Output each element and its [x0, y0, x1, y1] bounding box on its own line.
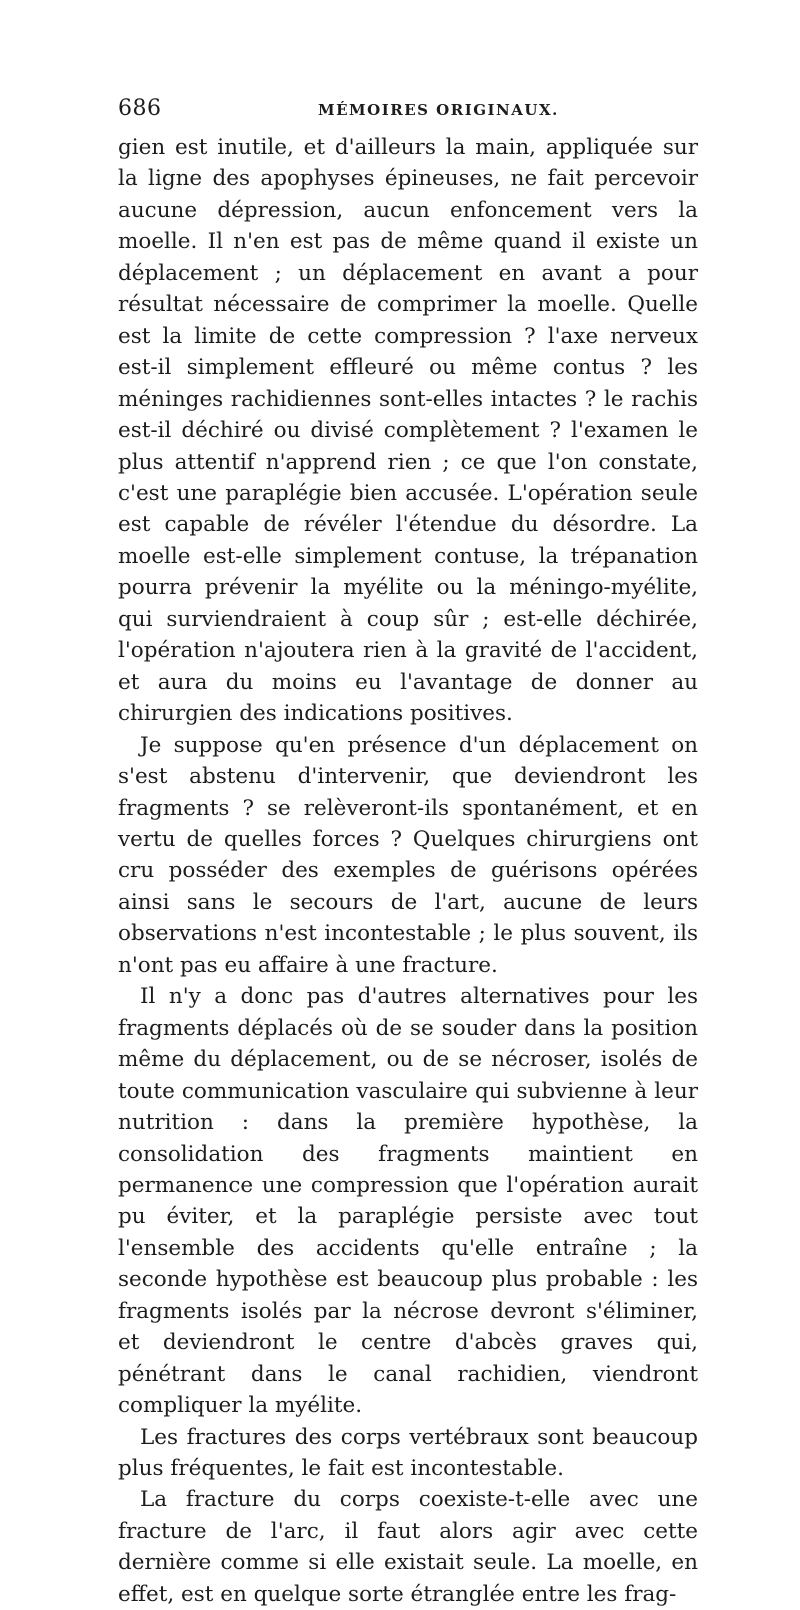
page-number: 686 — [118, 96, 162, 121]
paragraph-continuation: gien est inutile, et d'ailleurs la main, appliquée sur la ligne des apophyses épineuses, ne fait percevoir aucune dépression, aucun enfoncement vers la moelle. Il n'en est pas de même quand il existe un déplacement ; un déplacement en avant a pour résultat nécessaire de comprimer la moelle. Quelle est la limite de cette compression ? l'axe nerveux est-il simplement effleuré ou même contus ? les méninges rachidiennes sont-elles intactes ? le rachis est-il déchiré ou divisé complètement ? l'examen le plus attentif n'apprend rien ; ce que l'on constate, c'est une paraplégie bien accusée. L'opération seule est capable de révéler l'étendue du désordre. La moelle est-elle simplement contuse, la trépanation pourra prévenir la myélite ou la méningo-myélite, qui surviendraient à coup sûr ; est-elle déchirée, l'opération n'ajoutera rien à la gravité de l'accident, et aura du moins eu l'avantage de donner au chirurgien des indications positives. — [118, 135, 698, 727]
running-title: MÉMOIRES ORIGINAUX. — [318, 101, 559, 119]
body-text — [118, 132, 698, 1610]
paragraph-arc-fracture: La fracture du corps coexiste-t-elle avec une fracture de l'arc, il faut alors agir avec cette dernière comme si elle existait seule. La moelle, en effet, est en quelque sorte étranglée entre les frag- — [118, 1487, 698, 1607]
paragraph-alternatives: Il n'y a donc pas d'autres alternatives pour les fragments déplacés où de se souder dans la position même du déplacement, ou de se nécroser, isolés de toute communication vasculaire qui subvienne à leur nutrition : dans la première hypothèse, la consolidation des fragments maintient en permanence une compression que l'opération aurait pu éviter, et la paraplégie persiste avec tout l'ensemble des accidents qu'elle entraîne ; la seconde hypothèse est beaucoup plus probable : les fragments isolés par la nécrose devront s'éliminer, et deviendront le centre d'abcès graves qui, pénétrant dans le canal rachidien, viendront compliquer la myélite. — [118, 984, 698, 1419]
paragraph-vertebral-fractures: Les fractures des corps vertébraux sont beaucoup plus fréquentes, le fait est incontestable. — [118, 1424, 698, 1482]
paragraph-displacement: Je suppose qu'en présence d'un déplacement on s'est abstenu d'intervenir, que deviendront les fragments ? se relèveront-ils spontanément, et en vertu de quelles forces ? Quelques chirurgiens ont cru posséder des exemples de guérisons opérées ainsi sans le secours de l'art, aucune de leurs observations n'est incontestable ; le plus souvent, ils n'ont pas eu affaire à une fracture. — [118, 732, 698, 978]
page-header — [118, 96, 698, 126]
